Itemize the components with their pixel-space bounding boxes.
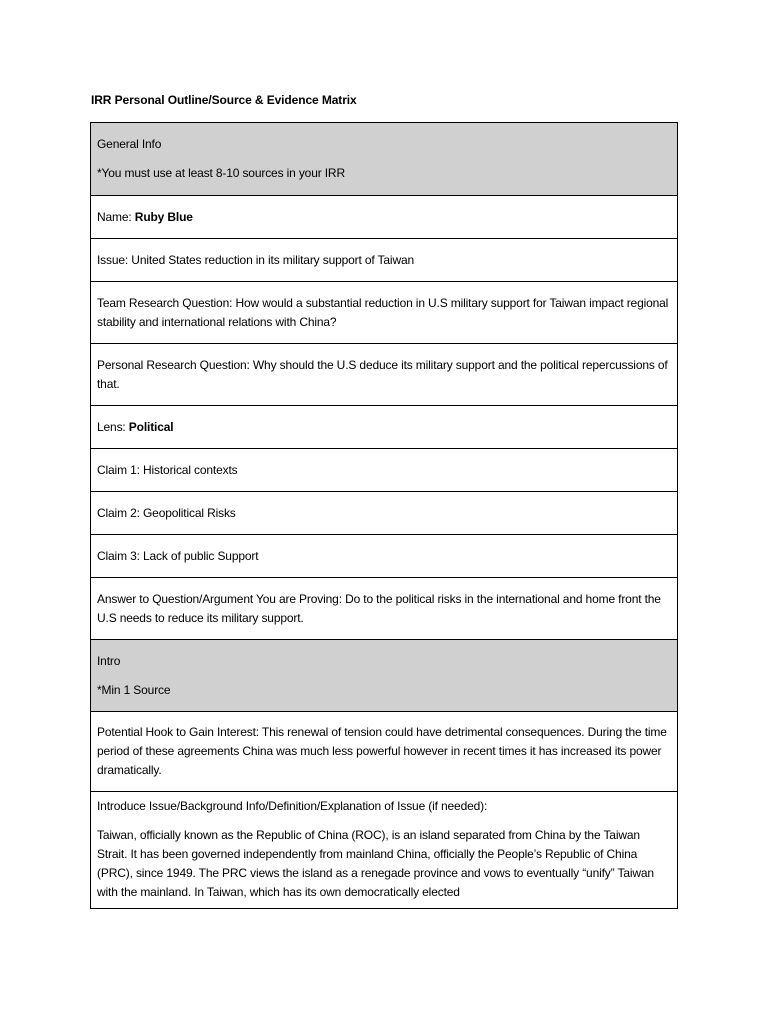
claim-row (91, 535, 678, 578)
name-label: Name: (97, 209, 132, 224)
background-row (91, 792, 678, 909)
hook-cell: Potential Hook to Gain Interest: This renewal of tension could have detrimental consequences. During the time period of these agreements China was much less powerful however in recent times it has increased its power dramatically. (91, 712, 678, 792)
claim-3-cell: Claim 3: Lack of public Support (91, 535, 678, 578)
personal-question-cell: Personal Research Question: Why should the U.S deduce its military support and the political repercussions of that. (91, 344, 678, 406)
lens-cell (91, 406, 678, 449)
personal-question-row (91, 344, 678, 406)
intro-note: *Min 1 Source (97, 682, 171, 697)
name-row (91, 196, 678, 239)
background-label: Introduce Issue/Background Info/Definition/Explanation of Issue (if needed): (97, 799, 488, 813)
general-info-note: *You must use at least 8-10 sources in your IRR (97, 166, 345, 180)
issue-row (91, 239, 678, 282)
background-cell (91, 792, 678, 909)
general-info-cell (91, 123, 678, 196)
claim-row (91, 492, 678, 535)
lens-value: Political (128, 419, 174, 434)
general-info-heading: General Info (97, 137, 162, 151)
team-question-row (91, 282, 678, 344)
name-cell (91, 196, 678, 239)
lens-label: Lens: (97, 419, 126, 434)
lens-row (91, 406, 678, 449)
name-value: Ruby Blue (134, 209, 193, 224)
team-question-cell: Team Research Question: How would a substantial reduction in U.S military support for Taiwan impact regional stability and international relations with China? (91, 282, 678, 344)
intro-heading: Intro (97, 653, 121, 668)
answer-row (91, 578, 678, 640)
document-title: IRR Personal Outline/Source & Evidence Matrix (91, 93, 357, 107)
answer-cell: Answer to Question/Argument You are Proving: Do to the political risks in the international and home front the U.S needs to reduce its military support. (91, 578, 678, 640)
hook-row (91, 712, 678, 792)
claim-2-cell: Claim 2: Geopolitical Risks (91, 492, 678, 535)
issue-cell: Issue: United States reduction in its military support of Taiwan (91, 239, 678, 282)
intro-row (91, 640, 678, 712)
source-evidence-matrix (90, 122, 678, 909)
claim-1-cell: Claim 1: Historical contexts (91, 449, 678, 492)
intro-cell (91, 640, 678, 712)
claim-row (91, 449, 678, 492)
background-body: Taiwan, officially known as the Republic of China (ROC), is an island separated from China by the Taiwan Strait. It has been governed independently from mainland China, officially the People’s Republic of China (PRC), since 1949. The PRC views the island as a renegade province and vows to eventually “unify” Taiwan with the mainland. In Taiwan, which has its own democratically elected (97, 828, 654, 899)
general-info-row (91, 123, 678, 196)
